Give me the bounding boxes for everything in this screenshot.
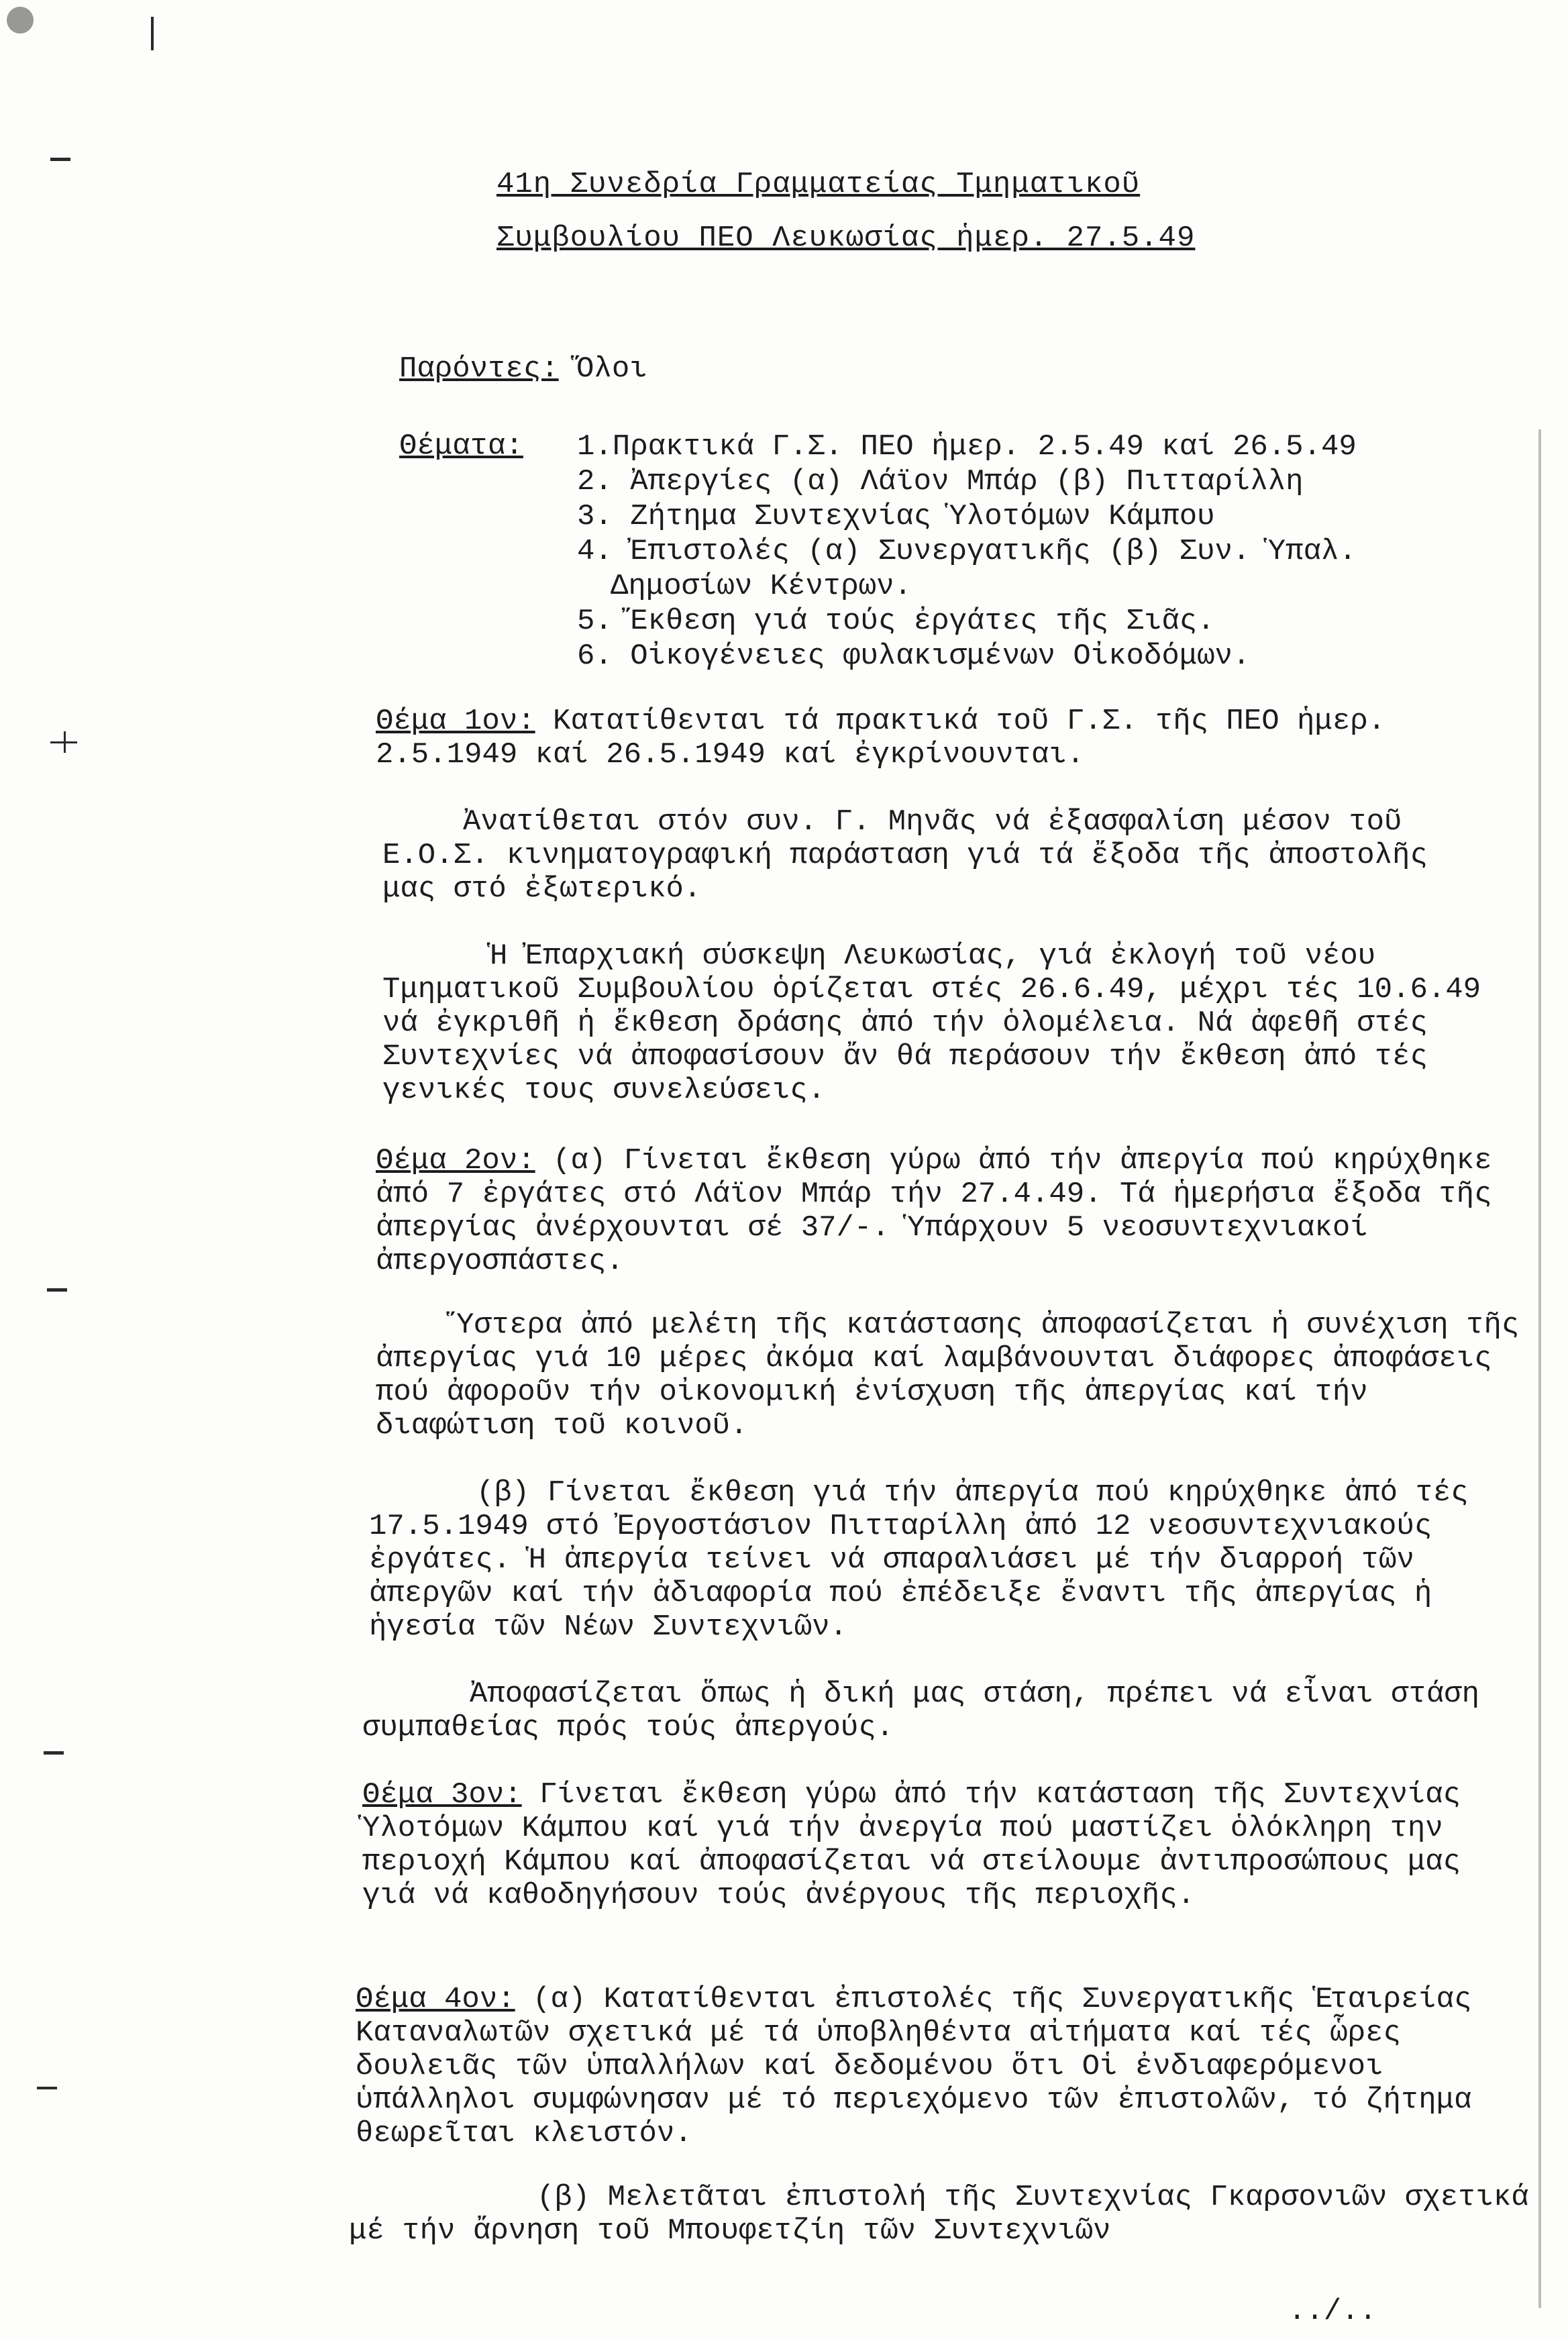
- topic1-section: [376, 705, 1489, 772]
- scan-edge: [1538, 429, 1541, 2308]
- topic3-section: [362, 1778, 1503, 1912]
- topic1-text: Κατατίθενται τά πρακτικά τοῦ Γ.Σ. τῆς ΠΕΟ ἡμερ. 2.5.1949 καί 26.5.1949 καί ἐγκρίνουνται.: [376, 705, 1386, 772]
- document-title-line2: Συμβουλίου ΠΕΟ Λευκωσίας ἡμερ. 27.5.49: [496, 221, 1196, 255]
- scan-mark: [47, 1288, 67, 1292]
- scan-mark: [151, 17, 154, 50]
- topic-item: 2. Ἀπεργίες (α) Λάϊον Μπάρ (β) Πιτταρίλλη: [577, 465, 1304, 499]
- scan-mark: [44, 1751, 64, 1755]
- topic4-label: Θέμα 4ον:: [356, 1983, 515, 2016]
- paragraph: [362, 1677, 1530, 1745]
- attendance-line: [399, 352, 647, 386]
- paragraph-text: Ἀποφασίζεται ὅπως ἡ δική μας στάση, πρέπει νά εἶναι στάση συμπαθείας πρός τούς ἀπεργούς.: [362, 1677, 1480, 1745]
- paragraph: [349, 2181, 1530, 2248]
- topic-item: 1.Πρακτικά Γ.Σ. ΠΕΟ ἡμερ. 2.5.49 καί 26.5.49: [577, 430, 1357, 464]
- scan-mark: [50, 158, 70, 161]
- document-title-line1: 41η Συνεδρία Γραμματείας Τμηματικοῦ: [496, 168, 1141, 201]
- scan-mark: [64, 731, 66, 753]
- paragraph: [376, 1308, 1530, 1443]
- topic2-text: (α) Γίνεται ἔκθεση γύρω ἀπό τήν ἀπεργία πού κηρύχθηκε ἀπό 7 ἐργάτες στό Λάϊον Μπάρ τήν 27.4.49. Τά ἡμερήσια ἔξοδα τῆς ἀπεργίας ἀνέρχουνται σέ 37/-. Ὑπάρχουν 5 νεοσυντεχνιακοί ἀπεργοσπάστες.: [376, 1144, 1492, 1278]
- topic-item-continuation: Δημοσίων Κέντρων.: [611, 570, 912, 603]
- topic4-section: [356, 1983, 1496, 2150]
- topic4-text: (α) Κατατίθενται ἐπιστολές τῆς Συνεργατικῆς Ἑταιρείας Καταναλωτῶν σχετικά μέ τά ὑποβληθέντα αἰτήματα καί τές ὧρες δουλειᾶς τῶν ὑπαλλήλων καί δεδομένου ὅτι Οἱ ἐνδιαφερόμενοι ὑπάλληλοι συμφώνησαν μέ τό περιεχόμενο τῶν ἐπιστολῶν, τό ζήτημα θεωρεῖται κλειστόν.: [356, 1983, 1472, 2150]
- topic1-label: Θέμα 1ον:: [376, 705, 535, 738]
- topic-item: 6. Οἰκογένειες φυλακισμένων Οἰκοδόμων.: [577, 639, 1251, 673]
- topic-item: 5. Ἔκθεση γιά τούς ἐργάτες τῆς Σιᾶς.: [577, 605, 1215, 638]
- paragraph-text: (β) Μελετᾶται ἐπιστολή τῆς Συντεχνίας Γκαρσονιῶν σχετικά μέ τήν ἄρνηση τοῦ Μπουφετζίη τῶν Συντεχνιῶν: [349, 2181, 1529, 2248]
- topic3-label: Θέμα 3ον:: [362, 1778, 522, 1812]
- paragraph: [369, 1476, 1523, 1644]
- topics-list: [577, 429, 1530, 674]
- topic-item: 3. Ζήτημα Συντεχνίας Ὑλοτόμων Κάμπου: [577, 500, 1215, 533]
- paragraph-text: Ἡ Ἐπαρχιακή σύσκεψη Λευκωσίας, γιά ἐκλογή τοῦ νέου Τμηματικοῦ Συμβουλίου ὁρίζεται στές 26.6.49, μέχρι τές 10.6.49 νά ἐγκριθῆ ἡ ἔκθεση δράσης ἀπό τήν ὁλομέλεια. Νά ἀφεθῆ στές Συντεχνίες νά ἀποφασίσουν ἄν θά περάσουν τήν ἔκθεση ἀπό τές γενικές τους συνελεύσεις.: [382, 939, 1481, 1107]
- paragraph: [382, 939, 1523, 1107]
- paragraph: [382, 805, 1496, 906]
- present-value: Ὅλοι: [576, 352, 647, 386]
- paragraph-text: Ὕστερα ἀπό μελέτη τῆς κατάστασης ἀποφασίζεται ἡ συνέχιση τῆς ἀπεργίας γιά 10 μέρες ἀκόμα καί λαμβάνουνται διάφορες ἀποφάσεις πού ἀφοροῦν τήν οἰκονομική ἐνίσχυση τῆς ἀπεργίας καί τήν διαφώτιση τοῦ κοινοῦ.: [376, 1308, 1520, 1443]
- scan-mark: [7, 7, 34, 34]
- topic-item: 4. Ἐπιστολές (α) Συνεργατικῆς (β) Συν. Ὑπαλ.: [577, 535, 1357, 568]
- paragraph-text: Ἀνατίθεται στόν συν. Γ. Μηνᾶς νά ἐξασφαλίση μέσον τοῦ Ε.Ο.Σ. κινηματογραφική παράσταση γιά τά ἔξοδα τῆς ἀποστολῆς μας στό ἐξωτερικό.: [382, 805, 1428, 906]
- continuation-mark: ../..: [1288, 2295, 1377, 2328]
- paragraph-text: (β) Γίνεται ἔκθεση γιά τήν ἀπεργία πού κηρύχθηκε ἀπό τές 17.5.1949 στό Ἐργοστάσιον Πιτταρίλλη ἀπό 12 νεοσυντεχνιακούς ἐργάτες. Ἡ ἀπεργία τείνει νά σπαραλιάσει μέ τήν διαρροή τῶν ἀπεργῶν καί τήν ἀδιαφορία πού ἐπέδειξε ἔναντι τῆς ἀπεργίας ἡ ἡγεσία τῶν Νέων Συντεχνιῶν.: [369, 1476, 1469, 1644]
- topic2-section: [376, 1144, 1503, 1278]
- topics-label: Θέματα:: [399, 429, 523, 463]
- topic2-label: Θέμα 2ον:: [376, 1144, 535, 1178]
- topic3-text: Γίνεται ἔκθεση γύρω ἀπό τήν κατάσταση τῆς Συντεχνίας Ὑλοτόμων Κάμπου καί γιά τήν ἀνεργία πού μαστίζει ὁλόκληρη την περιοχή Κάμπου καί ἀποφασίζεται νά στείλουμε ἀντιπροσώπους μας γιά νά καθοδηγήσουν τούς ἀνέργους τῆς περιοχῆς.: [362, 1778, 1461, 1912]
- scan-mark: [37, 2087, 57, 2089]
- present-label: Παρόντες:: [399, 352, 559, 386]
